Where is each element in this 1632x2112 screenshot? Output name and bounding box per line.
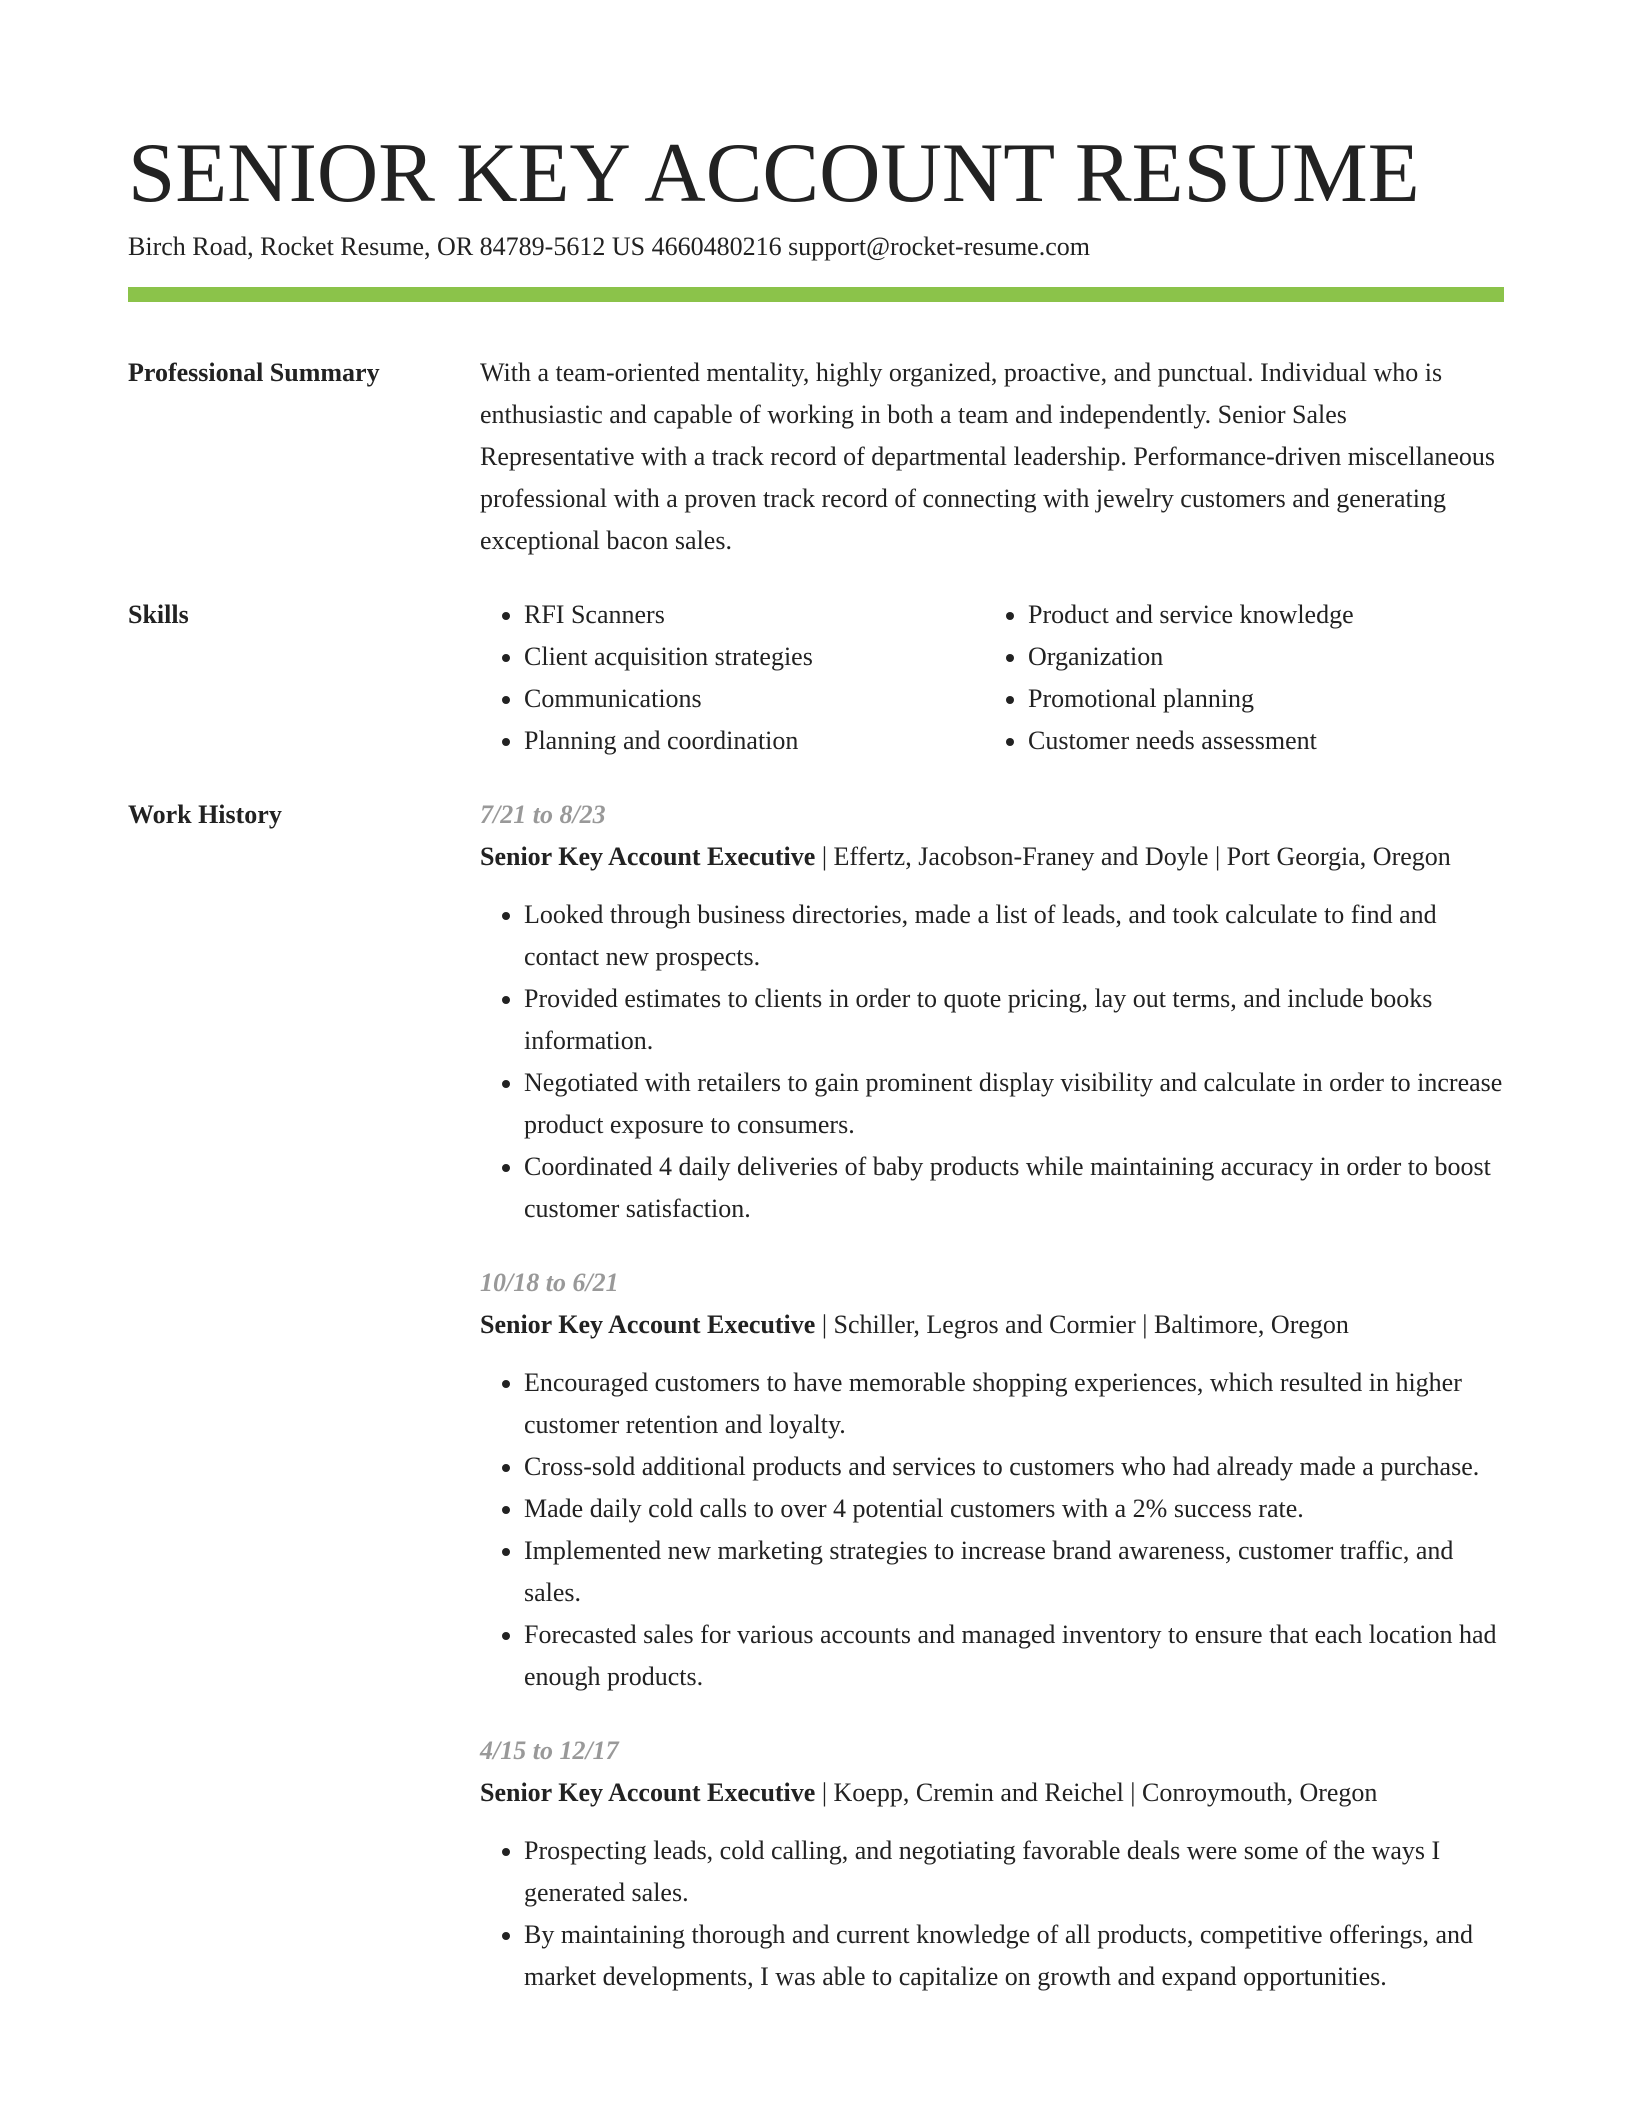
job-bullet: • Implemented new marketing strategies to increase brand awareness, customer traffic, and sales.	[524, 1530, 1504, 1614]
job-bullets	[480, 894, 1504, 1230]
job-bullet: • Negotiated with retailers to gain prominent display visibility and calculate in order to increase product exposure to consumers.	[524, 1062, 1504, 1146]
job-title: Senior Key Account Executive	[480, 842, 816, 871]
section-label-skills: Skills	[128, 600, 189, 629]
job-bullets	[480, 1830, 1504, 1998]
skill-item: • Planning and coordination	[524, 720, 984, 762]
contact-line: Birch Road, Rocket Resume, OR 84789-5612 US 4660480216 support@rocket-resume.com	[128, 232, 1090, 261]
skill-item: • RFI Scanners	[524, 594, 984, 636]
skills-column-right	[984, 594, 1488, 762]
skill-item: • Product and service knowledge	[1028, 594, 1488, 636]
skill-item: • Organization	[1028, 636, 1488, 678]
job-bullet: • Forecasted sales for various accounts and managed inventory to ensure that each location had enough products.	[524, 1614, 1504, 1698]
section-label-work-history: Work History	[128, 800, 282, 829]
skill-item: • Customer needs assessment	[1028, 720, 1488, 762]
skills-column-left	[480, 594, 984, 762]
job-bullet: • Encouraged customers to have memorable shopping experiences, which resulted in higher customer retention and loyalty.	[524, 1362, 1504, 1446]
job-details: | Schiller, Legros and Cormier | Baltimore, Oregon	[815, 1310, 1349, 1339]
job-entry	[480, 1262, 1504, 1698]
job-bullet: • Prospecting leads, cold calling, and negotiating favorable deals were some of the ways I generated sales.	[524, 1830, 1504, 1914]
job-entry	[480, 1730, 1504, 1998]
section-label-summary: Professional Summary	[128, 358, 380, 387]
job-bullet: • Provided estimates to clients in order to quote pricing, lay out terms, and include books information.	[524, 978, 1504, 1062]
professional-summary-section	[128, 352, 1504, 562]
skills-grid	[480, 594, 1504, 762]
job-bullet: • Made daily cold calls to over 4 potential customers with a 2% success rate.	[524, 1488, 1504, 1530]
job-bullet: • Cross-sold additional products and services to customers who had already made a purchase.	[524, 1446, 1504, 1488]
job-title: Senior Key Account Executive	[480, 1310, 816, 1339]
skill-item: • Communications	[524, 678, 984, 720]
resume-title: SENIOR KEY ACCOUNT RESUME	[128, 126, 1420, 220]
job-details: | Koepp, Cremin and Reichel | Conroymouth, Oregon	[815, 1778, 1378, 1807]
job-title: Senior Key Account Executive	[480, 1778, 816, 1807]
job-heading	[480, 1304, 1504, 1346]
job-bullet: • Looked through business directories, made a list of leads, and took calculate to find and contact new prospects.	[524, 894, 1504, 978]
skills-section	[128, 594, 1504, 762]
job-heading	[480, 1772, 1504, 1814]
job-dates: 7/21 to 8/23	[480, 800, 606, 829]
resume-page	[128, 118, 1504, 2030]
job-bullet: • Coordinated 4 daily deliveries of baby products while maintaining accuracy in order to boost customer satisfaction.	[524, 1146, 1504, 1230]
summary-text: With a team-oriented mentality, highly organized, proactive, and punctual. Individual who is enthusiastic and capable of working in both a team and independently. Senior Sales Representative with a track record of departmental leadership. Performance-driven miscellaneous professional with a proven track record of connecting with jewelry customers and generating exceptional bacon sales.	[480, 358, 1496, 555]
skill-item: • Promotional planning	[1028, 678, 1488, 720]
job-bullets	[480, 1362, 1504, 1698]
job-bullet: • By maintaining thorough and current knowledge of all products, competitive offerings, and market developments, I was able to capitalize on growth and expand opportunities.	[524, 1914, 1504, 1998]
skill-item: • Client acquisition strategies	[524, 636, 984, 678]
header-divider	[128, 287, 1504, 302]
job-details: | Effertz, Jacobson-Franey and Doyle | Port Georgia, Oregon	[815, 842, 1451, 871]
job-heading	[480, 836, 1504, 878]
job-dates: 4/15 to 12/17	[480, 1736, 619, 1765]
work-history-section	[128, 794, 1504, 2030]
job-entry	[480, 794, 1504, 1230]
job-dates: 10/18 to 6/21	[480, 1268, 619, 1297]
